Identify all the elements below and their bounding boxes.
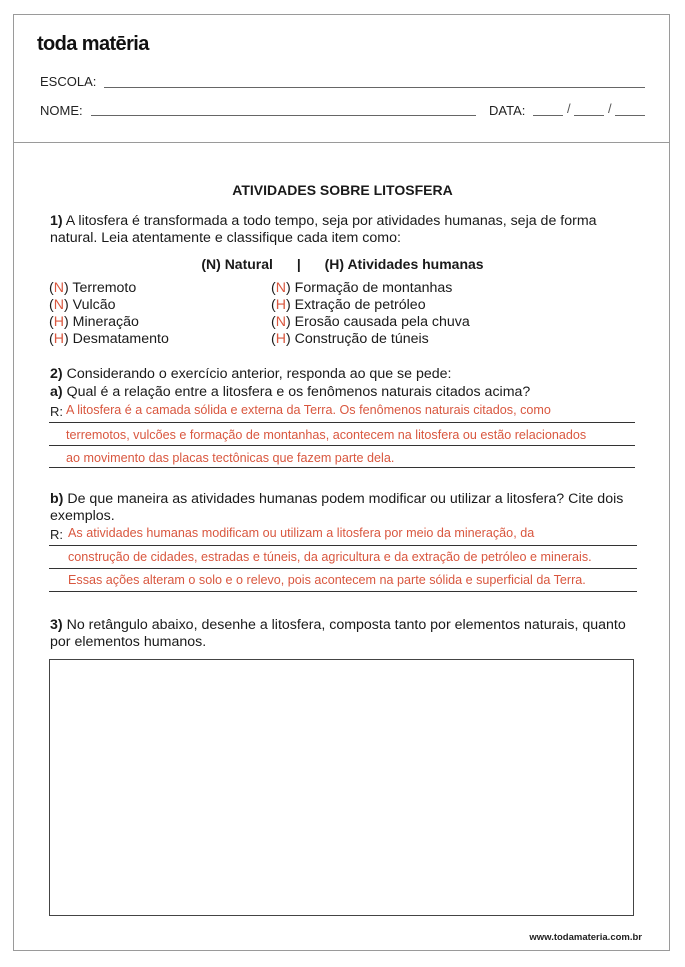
answer-line[interactable]: A litosfera é a camada sólida e externa da Terra. Os fenômenos naturais citados, como (66, 403, 551, 417)
question-text: De que maneira as atividades humanas podem modificar ou utilizar a litosfera? Cite dois exemplos. (50, 491, 624, 524)
answer-rule (49, 568, 637, 569)
answer-line[interactable]: construção de cidades, estradas e túneis, da agricultura e da extração de petróleo e minerais. (68, 550, 592, 564)
date-separator: / (608, 101, 612, 116)
answer-mark[interactable]: N (53, 280, 64, 296)
classify-item: (N) Erosão causada pela chuva (271, 314, 470, 330)
question-text: No retângulo abaixo, desenhe a litosfera, composta tanto por elementos naturais, quanto por elementos humanos. (50, 617, 626, 650)
legend-natural: (N) Natural (201, 256, 273, 272)
answer-rule (49, 467, 635, 468)
item-label: Terremoto (72, 280, 137, 296)
name-field[interactable] (91, 115, 476, 116)
question-2b (50, 491, 640, 525)
date-label: DATA: (489, 103, 526, 118)
school-field[interactable] (104, 87, 645, 88)
classify-item: (H) Extração de petróleo (271, 297, 426, 313)
answer-mark[interactable]: H (53, 331, 64, 347)
date-separator: / (567, 101, 571, 116)
brand-logo: toda matēria (37, 33, 149, 55)
answer-rule (49, 545, 637, 546)
classify-item: (N) Terremoto (49, 280, 137, 296)
answer-mark[interactable]: H (275, 331, 286, 347)
classify-item: (N) Formação de montanhas (271, 280, 453, 296)
item-label: Extração de petróleo (294, 297, 426, 313)
date-day-field[interactable] (533, 115, 563, 116)
classify-item: (N) Vulcão (49, 297, 116, 313)
question-2 (50, 366, 640, 383)
answer-mark[interactable]: N (275, 314, 286, 330)
answer-line[interactable]: ao movimento das placas tectônicas que fazem parte dela. (66, 451, 395, 465)
question-text: Qual é a relação entre a litosfera e os fenômenos naturais citados acima? (66, 384, 531, 400)
question-2a (50, 384, 640, 401)
answer-label: R: (50, 404, 63, 419)
classify-item: (H) Mineração (49, 314, 139, 330)
drawing-area[interactable] (49, 659, 634, 916)
question-3 (50, 617, 640, 651)
item-label: Mineração (72, 314, 139, 330)
item-label: Formação de montanhas (294, 280, 453, 296)
answer-line[interactable]: terremotos, vulcões e formação de montanhas, acontecem na litosfera ou estão relacionados (66, 428, 587, 442)
legend-separator: | (296, 256, 301, 272)
question-text: Considerando o exercício anterior, responda ao que se pede: (66, 366, 452, 382)
name-label: NOME: (40, 103, 83, 118)
answer-mark[interactable]: N (275, 280, 286, 296)
date-month-field[interactable] (574, 115, 604, 116)
classification-legend (0, 256, 685, 272)
date-year-field[interactable] (615, 115, 645, 116)
header-divider (13, 142, 670, 143)
answer-rule (49, 591, 637, 592)
item-label: Vulcão (72, 297, 116, 313)
classify-item: (H) Construção de túneis (271, 331, 429, 347)
classify-item: (H) Desmatamento (49, 331, 169, 347)
answer-rule (49, 422, 635, 423)
answer-mark[interactable]: H (275, 297, 286, 313)
question-letter: a) (50, 384, 63, 400)
item-label: Construção de túneis (294, 331, 429, 347)
answer-label: R: (50, 527, 63, 542)
answer-mark[interactable]: H (53, 314, 64, 330)
question-letter: b) (50, 491, 64, 507)
page-title: ATIVIDADES SOBRE LITOSFERA (232, 182, 453, 198)
question-text: A litosfera é transformada a todo tempo, seja por atividades humanas, seja de forma natural. Leia atentamente e classifique cada item como: (50, 213, 597, 246)
question-number: 3) (50, 617, 63, 633)
item-label: Desmatamento (72, 331, 169, 347)
question-number: 1) (50, 213, 63, 229)
legend-human: (H) Atividades humanas (324, 256, 484, 272)
school-label: ESCOLA: (40, 74, 97, 89)
footer-url: www.todamateria.com.br (529, 932, 642, 943)
question-1 (50, 213, 640, 247)
answer-line[interactable]: Essas ações alteram o solo e o relevo, pois acontecem na parte sólida e superficial da Terra. (68, 573, 586, 587)
item-label: Erosão causada pela chuva (294, 314, 470, 330)
question-number: 2) (50, 366, 63, 382)
answer-line[interactable]: As atividades humanas modificam ou utilizam a litosfera por meio da mineração, da (68, 526, 535, 540)
answer-rule (49, 445, 635, 446)
answer-mark[interactable]: N (53, 297, 64, 313)
